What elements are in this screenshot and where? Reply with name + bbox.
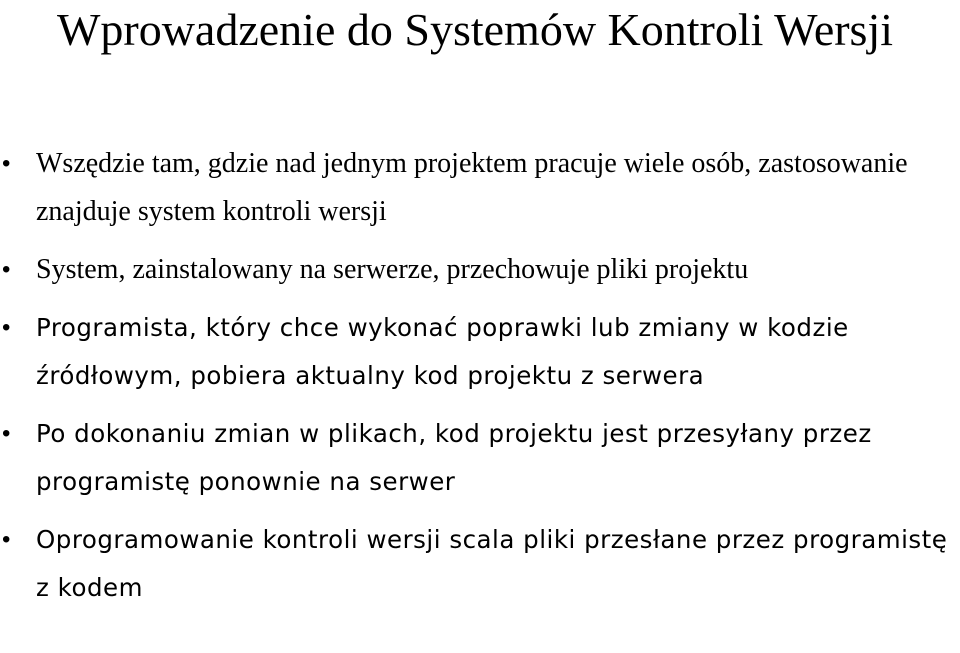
bullet-item (0, 304, 960, 400)
bullet-item (0, 516, 960, 612)
bullet-text: Oprogramowanie kontroli wersji scala pliki przesłane przez programistę z kodem (36, 525, 948, 602)
bullet-item (0, 246, 960, 294)
bullet-item (0, 410, 960, 506)
slide-title: Wprowadzenie do Systemów Kontroli Wersji (56, 4, 894, 55)
bullet-list (0, 140, 960, 612)
bullet-text: Wszędzie tam, gdzie nad jednym projektem pracuje wiele osób, zastosowanie znajduje system kontroli wersji (36, 148, 908, 227)
bullet-text: Po dokonaniu zmian w plikach, kod projektu jest przesyłany przez programistę ponownie na serwer (36, 419, 872, 496)
bullet-text: Programista, który chce wykonać poprawki lub zmiany w kodzie źródłowym, pobiera aktualny kod projektu z serwera (36, 313, 849, 390)
bullet-marker: • (2, 314, 11, 341)
bullet-marker: • (2, 526, 11, 553)
bullet-marker: • (2, 420, 11, 447)
bullet-text: System, zainstalowany na serwerze, przechowuje pliki projektu (36, 254, 749, 285)
bullet-item (0, 140, 960, 236)
bullet-marker: • (2, 256, 11, 283)
bullet-marker: • (2, 150, 11, 177)
